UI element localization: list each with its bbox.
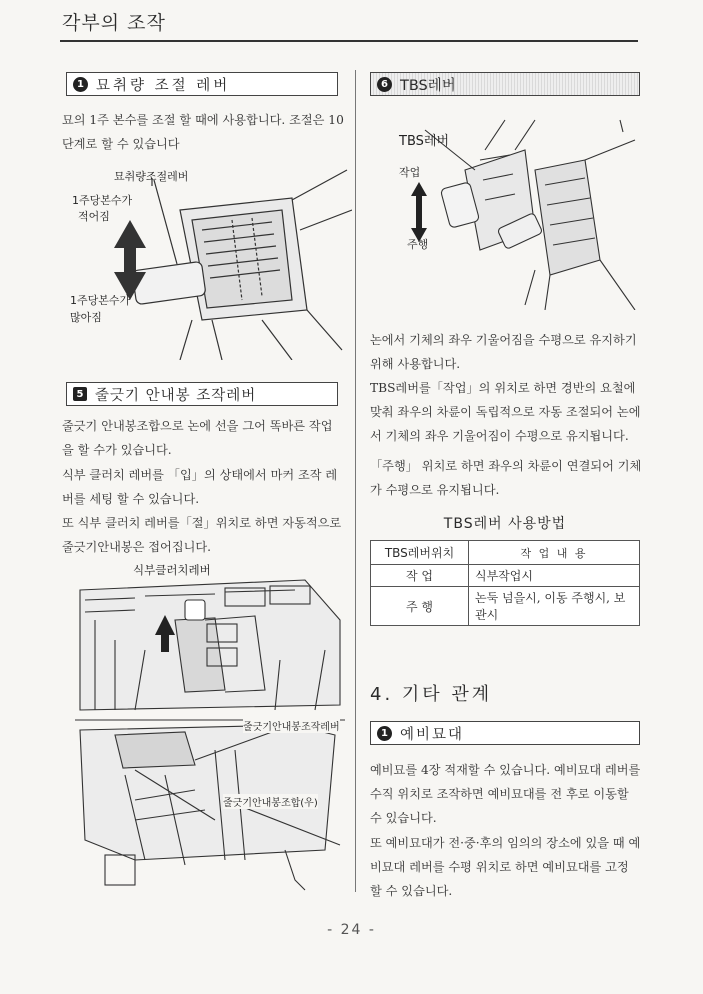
marker-lever-figure <box>75 560 345 895</box>
marker-lever-paragraph-3: 또 식부 클러치 레버를「절」위치로 하면 자동적으로 줄긋기안내봉은 접어집니다. <box>62 516 342 554</box>
fewer-label-line1: 1주당본수가 <box>72 194 133 207</box>
marker-assembly-label: 줄긋기안내봉조합(우) <box>223 794 318 809</box>
section-title-tbs-lever <box>370 72 640 96</box>
spare-stand-paragraph-1: 예비묘를 4장 적재할 수 있습니다. 예비묘대 레버를 수직 위치로 조작하면 예비묘대를 전 후로 이동할 수 있습니다. <box>370 763 641 825</box>
marker-lever-paragraph-2: 식부 클러치 레버를 「입」의 상태에서 마커 조작 레버를 세팅 할 수 있습니다. <box>62 468 338 506</box>
marker-lever-label: 줄긋기안내봉조작레버 <box>243 718 340 733</box>
work-position-label: 작업 <box>399 166 421 179</box>
column-divider <box>355 70 356 892</box>
section-heading-other: 4. 기타 관계 <box>370 684 493 705</box>
section-title-text: 줄긋기 안내봉 조작레버 <box>95 387 257 404</box>
tbs-paragraph-3: 「주행」 위치로 하면 좌우의 차륜이 연결되어 기체가 수평으로 유지됩니다. <box>370 459 642 497</box>
tbs-usage-table <box>370 540 640 626</box>
section-number-badge: 1 <box>377 726 392 741</box>
section-number-badge: 5 <box>73 387 87 401</box>
page-number: - 24 - <box>327 922 376 938</box>
section-number-badge: 1 <box>73 77 88 92</box>
page-header-title: 각부의 조작 <box>62 12 166 34</box>
section-number-badge: 6 <box>377 77 392 92</box>
table-caption: TBS레버 사용방법 <box>443 516 567 532</box>
table-header-content: 작 업 내 용 <box>469 541 640 565</box>
table-header-row <box>371 541 640 565</box>
section-title-text: TBS레버 <box>400 77 456 94</box>
section-title-spare-seedling-stand <box>370 721 640 745</box>
table-cell-content: 논둑 넘을시, 이동 주행시, 보관시 <box>469 587 640 626</box>
header-rule <box>60 40 638 42</box>
seedling-lever-figure <box>62 160 352 360</box>
tbs-paragraph-2: TBS레버를「작업」의 위치로 하면 경반의 요철에 맞춰 좌우의 차륜이 독립적으로 자동 조절되어 논에서 기체의 좌우 기울어짐이 수평으로 유지됩니다. <box>370 381 641 443</box>
tbs-lever-label: TBS레버 <box>399 134 449 149</box>
seedling-lever-description: 묘의 1주 본수를 조절 할 때에 사용합니다. 조절은 10단계로 할 수 있습니다 <box>62 113 344 151</box>
table-cell-position: 작 업 <box>371 565 469 587</box>
lever-label: 묘취량조절레버 <box>114 170 189 183</box>
more-label-line1: 1주당본수가 <box>70 294 131 307</box>
table-header-position: TBS레버위치 <box>371 541 469 565</box>
table-cell-content: 식부작업시 <box>469 565 640 587</box>
fewer-label-line2: 적어짐 <box>78 210 110 223</box>
tbs-paragraph-1: 논에서 기체의 좌우 기울어짐을 수평으로 유지하기 위해 사용합니다. <box>370 333 637 371</box>
tbs-lever-figure <box>385 110 640 310</box>
section-title-text: 예비묘대 <box>400 726 465 743</box>
section-title-marker-lever <box>66 382 338 406</box>
table-cell-position: 주 행 <box>371 587 469 626</box>
table-row <box>371 565 640 587</box>
more-label-line2: 많아짐 <box>70 311 102 324</box>
drive-position-label: 주행 <box>407 238 429 251</box>
marker-lever-paragraph-1: 줄긋기 안내봉조합으로 논에 선을 그어 똑바른 작업을 할 수가 있습니다. <box>62 419 333 457</box>
section-title-text: 묘취량 조절 레버 <box>96 77 231 94</box>
seedling-lever-illustration <box>62 160 352 360</box>
spare-stand-paragraph-2: 또 예비묘대가 전·중·후의 임의의 장소에 있을 때 예비묘대 레버를 수평 위치로 하면 예비묘대를 고정 할 수 있습니다. <box>370 836 641 898</box>
section-title-seedling-lever <box>66 72 338 96</box>
clutch-lever-label: 식부클러치레버 <box>133 563 211 577</box>
table-row <box>371 587 640 626</box>
